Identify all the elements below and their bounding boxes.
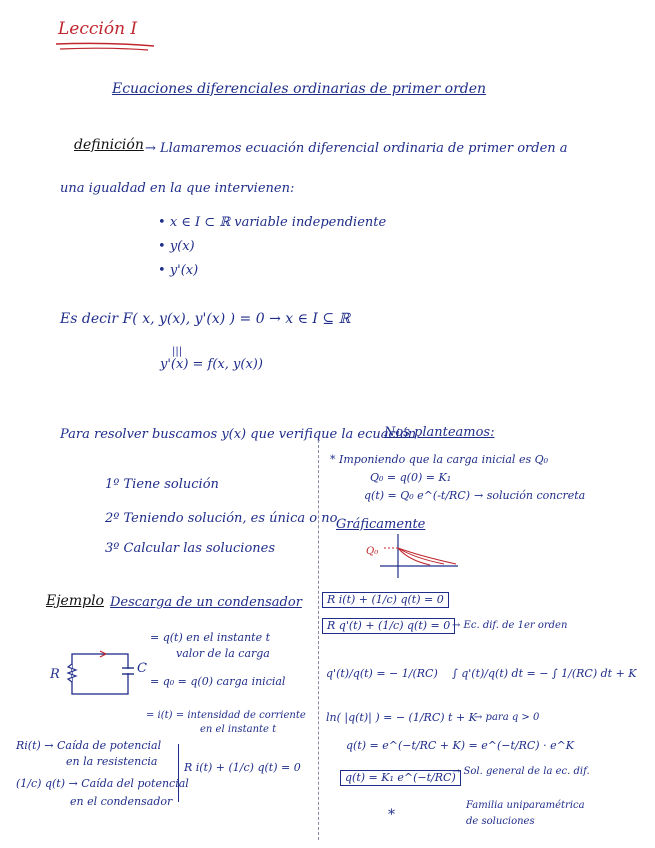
eq-q-line2: valor de la carga [176,647,270,660]
integral-eq: ∫ q'(t)/q(t) dt = − ∫ 1/(RC) dt + K [452,667,637,680]
ode-note: → Ec. dif. de 1er orden [452,620,568,631]
star-note: * Imponiendo que la carga inicial es Q₀ [330,453,549,466]
eq-q-line: = q(t) en el instante t [150,631,271,644]
final-note: → Sol. general de la ec. dif. [452,766,590,777]
circuit-c-label: C [137,661,147,676]
ri-label: Ri(t) → Caída de potencial [16,739,162,752]
definition-label: definición [74,137,144,153]
eq-i-line: = i(t) = intensidad de corriente [146,710,306,721]
q0-note: Q₀ = q(0) = K₁ [370,471,452,484]
ejemplo-title: Descarga de un condensador [110,595,302,610]
bullet-1: • x ∈ I ⊂ ℝ variable independiente [158,215,387,230]
plan-label: Nos planteamos: [384,425,495,440]
graph-q0: Q₀ [366,546,379,557]
bullet-3: • y'(x) [158,263,199,278]
qc-label2: en el condensador [70,795,173,808]
ln-note: → para q > 0 [474,712,540,723]
family-line1: Familia uniparamétrica [466,800,585,811]
definition-line2: una igualdad en la que intervienen: [60,181,295,196]
circuit-r-label: R [50,667,60,682]
subtitle: Ecuaciones diferenciales ordinarias de primer orden [112,81,487,97]
plan-item-2: 2º Teniendo solución, es única o no [105,511,338,526]
family-line2: de soluciones [466,816,535,827]
ri-label2: en la resistencia [66,755,158,768]
lesson-title: Lección I [58,19,138,39]
decay-graph [380,534,460,580]
para-resolver-text: Para resolver buscamos y(x) que verifique la ecuación. [60,427,421,442]
star-mark: * [388,807,395,823]
separated-eq: q'(t)/q(t) = − 1/(RC) [326,667,438,680]
brace-line [178,744,179,802]
ejemplo-label: Ejemplo [46,593,104,609]
boxed-eq-1: R i(t) + (1/c) q(t) = 0 [322,592,449,608]
qc-label: (1/c) q(t) → Caída del potencial [16,777,189,790]
bullet-2: • y(x) [158,239,195,254]
plan-item-1: 1º Tiene solución [105,477,219,492]
ln-eq: ln( |q(t)| ) = − (1/RC) t + K [326,711,477,724]
exp-eq: q(t) = e^(−t/RC + K) = e^(−t/RC) · e^K [346,739,575,752]
column-separator [318,440,319,840]
es-decir-line: Es decir F( x, y(x), y'(x) ) = 0 → x ∈ I ⊆ ℝ [60,311,351,327]
plan-item-3: 3º Calcular las soluciones [105,541,276,556]
final-solution: q(t) = K₁ e^(−t/RC) [340,770,461,786]
circuit-diagram [50,650,140,700]
eq-q0-line: = q₀ = q(0) carga inicial [150,675,286,688]
solucion-concreta: → solución concreta [474,489,586,502]
eq-i-line2: en el instante t [200,724,277,735]
boxed-eq-2: R q'(t) + (1/c) q(t) = 0 [322,618,455,634]
definition-line1: → Llamaremos ecuación diferencial ordinaria de primer orden a [145,141,568,156]
circuit-ode: R i(t) + (1/c) q(t) = 0 [184,761,301,774]
qt-note: q(t) = Q₀ e^(-t/RC) [364,489,471,502]
explicit-form: y'(x) = f(x, y(x)) [160,357,263,372]
equivalence-mark: ||| [172,346,183,357]
title-underline [56,40,156,52]
graficamente-label: Gráficamente [336,517,426,532]
